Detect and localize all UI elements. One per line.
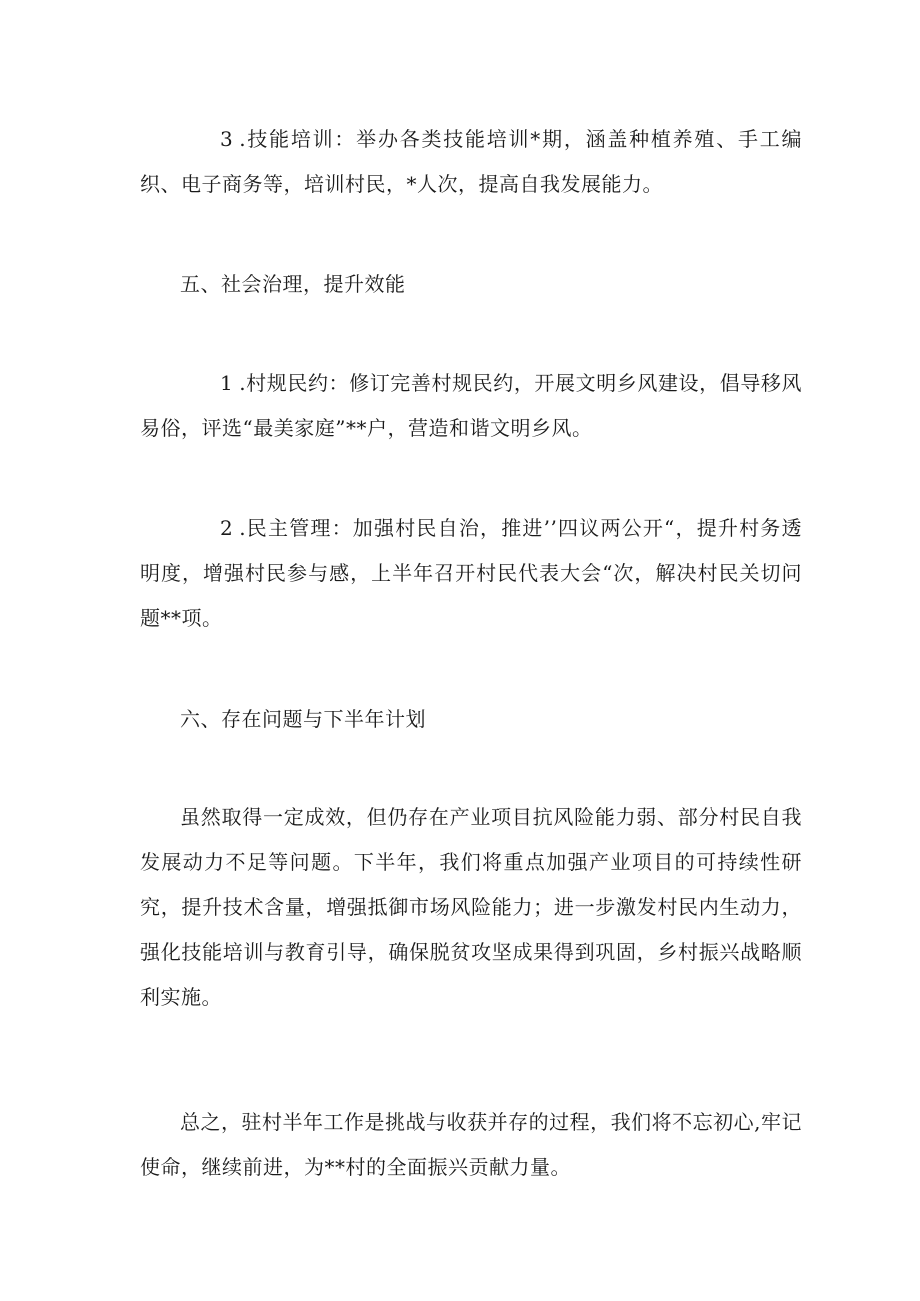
section-heading-problems-plan: 六、存在问题与下半年计划 <box>180 707 426 731</box>
paragraph-text: .民主管理：加强村民自治，推进’’四议两公开“，提升村务透明度，增强村民参与感，上半年召开村民代表大会“次，解决村民关切问题**项。 <box>140 516 802 630</box>
paragraph-skill-training <box>140 117 802 207</box>
paragraph-conclusion: 总之，驻村半年工作是挑战与收获并存的过程，我们将不忘初心,牢记使命，继续前进，为**村的全面振兴贡献力量。 <box>140 1110 802 1179</box>
item-number: 2 <box>220 516 234 540</box>
item-number: 1 <box>220 371 234 395</box>
item-number: 3 <box>220 127 234 151</box>
paragraph-village-rules <box>140 361 802 451</box>
paragraph-problems-plan: 虽然取得一定成效，但仍存在产业项目抗风险能力弱、部分村民自我发展动力不足等问题。下半年，我们将重点加强产业项目的可持续性研究，提升技术含量，增强抵御市场风险能力；进一步激发村民内生动力，强化技能培训与教育引导，确保脱贫攻坚成果得到巩固，乡村振兴战略顺利实施。 <box>140 805 802 1009</box>
paragraph-text: .技能培训：举办各类技能培训*期，涵盖种植养殖、手工编织、电子商务等，培训村民，*人次，提高自我发展能力。 <box>140 127 802 196</box>
section-heading-social-governance: 五、社会治理，提升效能 <box>180 272 406 296</box>
paragraph-text: .村规民约：修订完善村规民约，开展文明乡风建设，倡导移风易俗，评选“最美家庭”**户，营造和谐文明乡风。 <box>140 371 802 440</box>
paragraph-democratic-management <box>140 506 802 641</box>
